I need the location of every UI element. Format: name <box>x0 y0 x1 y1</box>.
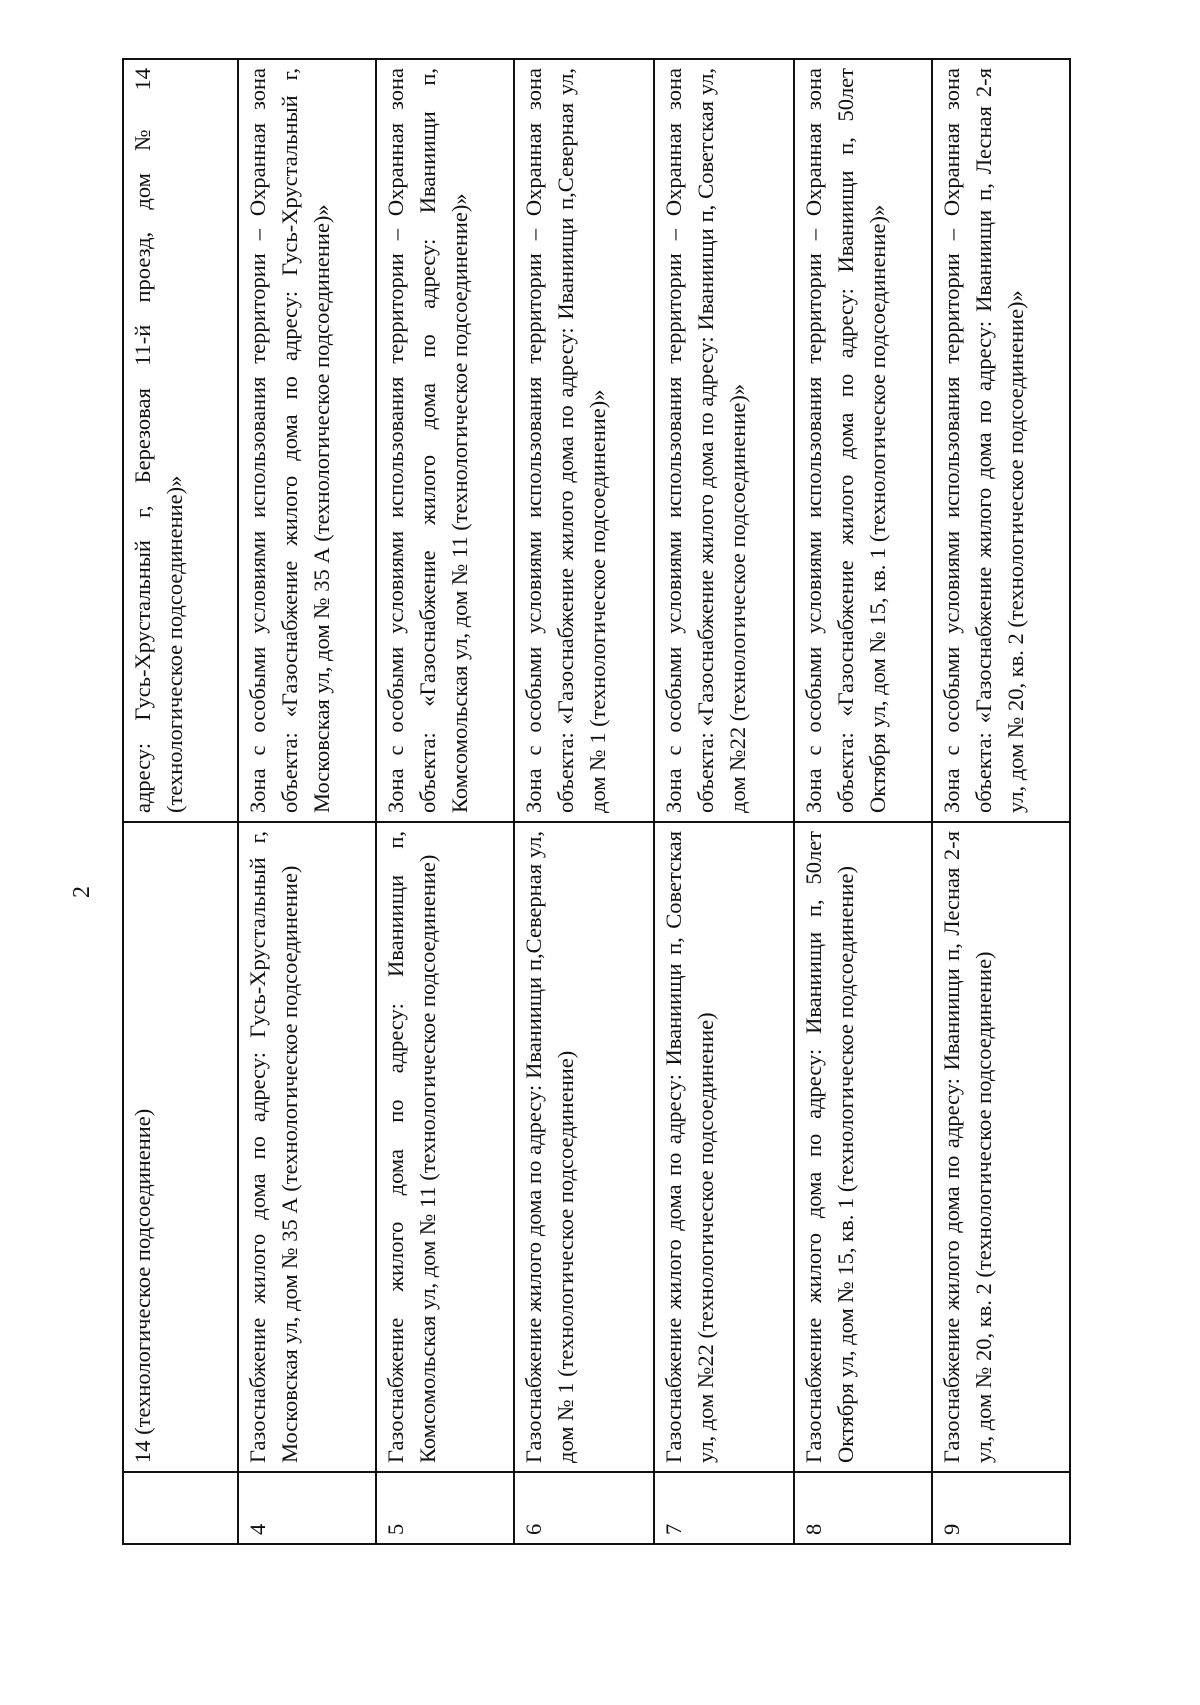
row-number-cell: 6 <box>514 1472 654 1544</box>
object-name-cell: Газоснабжение жилого дома по адресу: Гусь-Хрустальный г, Московская ул, дом № 35 А (технологическое подсоединение) <box>238 822 376 1472</box>
zone-description-cell: Зона с особыми условиями использования территории – Охранная зона объекта: «Газоснабжение жилого дома по адресу: Иваниищи п, Советская ул, дом №22 (технологическое подсоединение)» <box>654 59 794 822</box>
object-name-cell: Газоснабжение жилого дома по адресу: Иваниищи п, Советская ул, дом №22 (технологическое подсоединение) <box>654 822 794 1472</box>
zone-description-cell: Зона с особыми условиями использования территории – Охранная зона объекта: «Газоснабжение жилого дома по адресу: Иваниищи п,Северная ул, дом № 1 (технологическое подсоединение)» <box>514 59 654 822</box>
table-row <box>932 59 1070 1544</box>
row-number-cell <box>123 1472 238 1544</box>
row-number-cell: 9 <box>932 1472 1070 1544</box>
object-name-cell: Газоснабжение жилого дома по адресу: Иваниищи п,Северная ул, дом № 1 (технологическое подсоединение) <box>514 822 654 1472</box>
table-row <box>514 59 654 1544</box>
table-row <box>794 59 932 1544</box>
table-row <box>654 59 794 1544</box>
zone-description-cell: Зона с особыми условиями использования территории – Охранная зона объекта: «Газоснабжение жилого дома по адресу: Иваниищи п, 50лет Октября ул, дом № 15, кв. 1 (технологическое подсоединение)» <box>794 59 932 822</box>
row-number-cell: 7 <box>654 1472 794 1544</box>
zone-description-cell: Зона с особыми условиями использования территории – Охранная зона объекта: «Газоснабжение жилого дома по адресу: Гусь-Хрустальный г, Московская ул, дом № 35 А (технологическое подсоединение)» <box>238 59 376 822</box>
zones-table <box>122 58 1071 1545</box>
object-name-cell: Газоснабжение жилого дома по адресу: Иваниищи п, 50лет Октября ул, дом № 15, кв. 1 (технологическое подсоединение) <box>794 822 932 1472</box>
page-number: 2 <box>69 886 95 898</box>
row-number-cell: 5 <box>376 1472 514 1544</box>
object-name-cell: Газоснабжение жилого дома по адресу: Иваниищи п, Лесная 2-я ул, дом № 20, кв. 2 (технологическое подсоединение) <box>932 822 1070 1472</box>
table-row-continuation <box>123 59 238 1544</box>
object-name-cell: Газоснабжение жилого дома по адресу: Иваниищи п, Комсомольская ул, дом № 11 (технологическое подсоединение) <box>376 822 514 1472</box>
table-row <box>238 59 376 1544</box>
zone-description-cell: Зона с особыми условиями использования территории – Охранная зона объекта: «Газоснабжение жилого дома по адресу: Иваниищи п, Комсомольская ул, дом № 11 (технологическое подсоединение)» <box>376 59 514 822</box>
row-number-cell: 4 <box>238 1472 376 1544</box>
table-row <box>376 59 514 1544</box>
object-name-cell: 14 (технологическое подсоединение) <box>123 822 238 1472</box>
rotated-table-wrapper <box>122 60 1067 1545</box>
row-number-cell: 8 <box>794 1472 932 1544</box>
zone-description-cell: адресу: Гусь-Хрустальный г, Березовая 11-й проезд, дом № 14 (технологическое подсоединение)» <box>123 59 238 822</box>
zone-description-cell: Зона с особыми условиями использования территории – Охранная зона объекта: «Газоснабжение жилого дома по адресу: Иваниищи п, Лесная 2-я ул, дом № 20, кв. 2 (технологическое подсоединение)» <box>932 59 1070 822</box>
